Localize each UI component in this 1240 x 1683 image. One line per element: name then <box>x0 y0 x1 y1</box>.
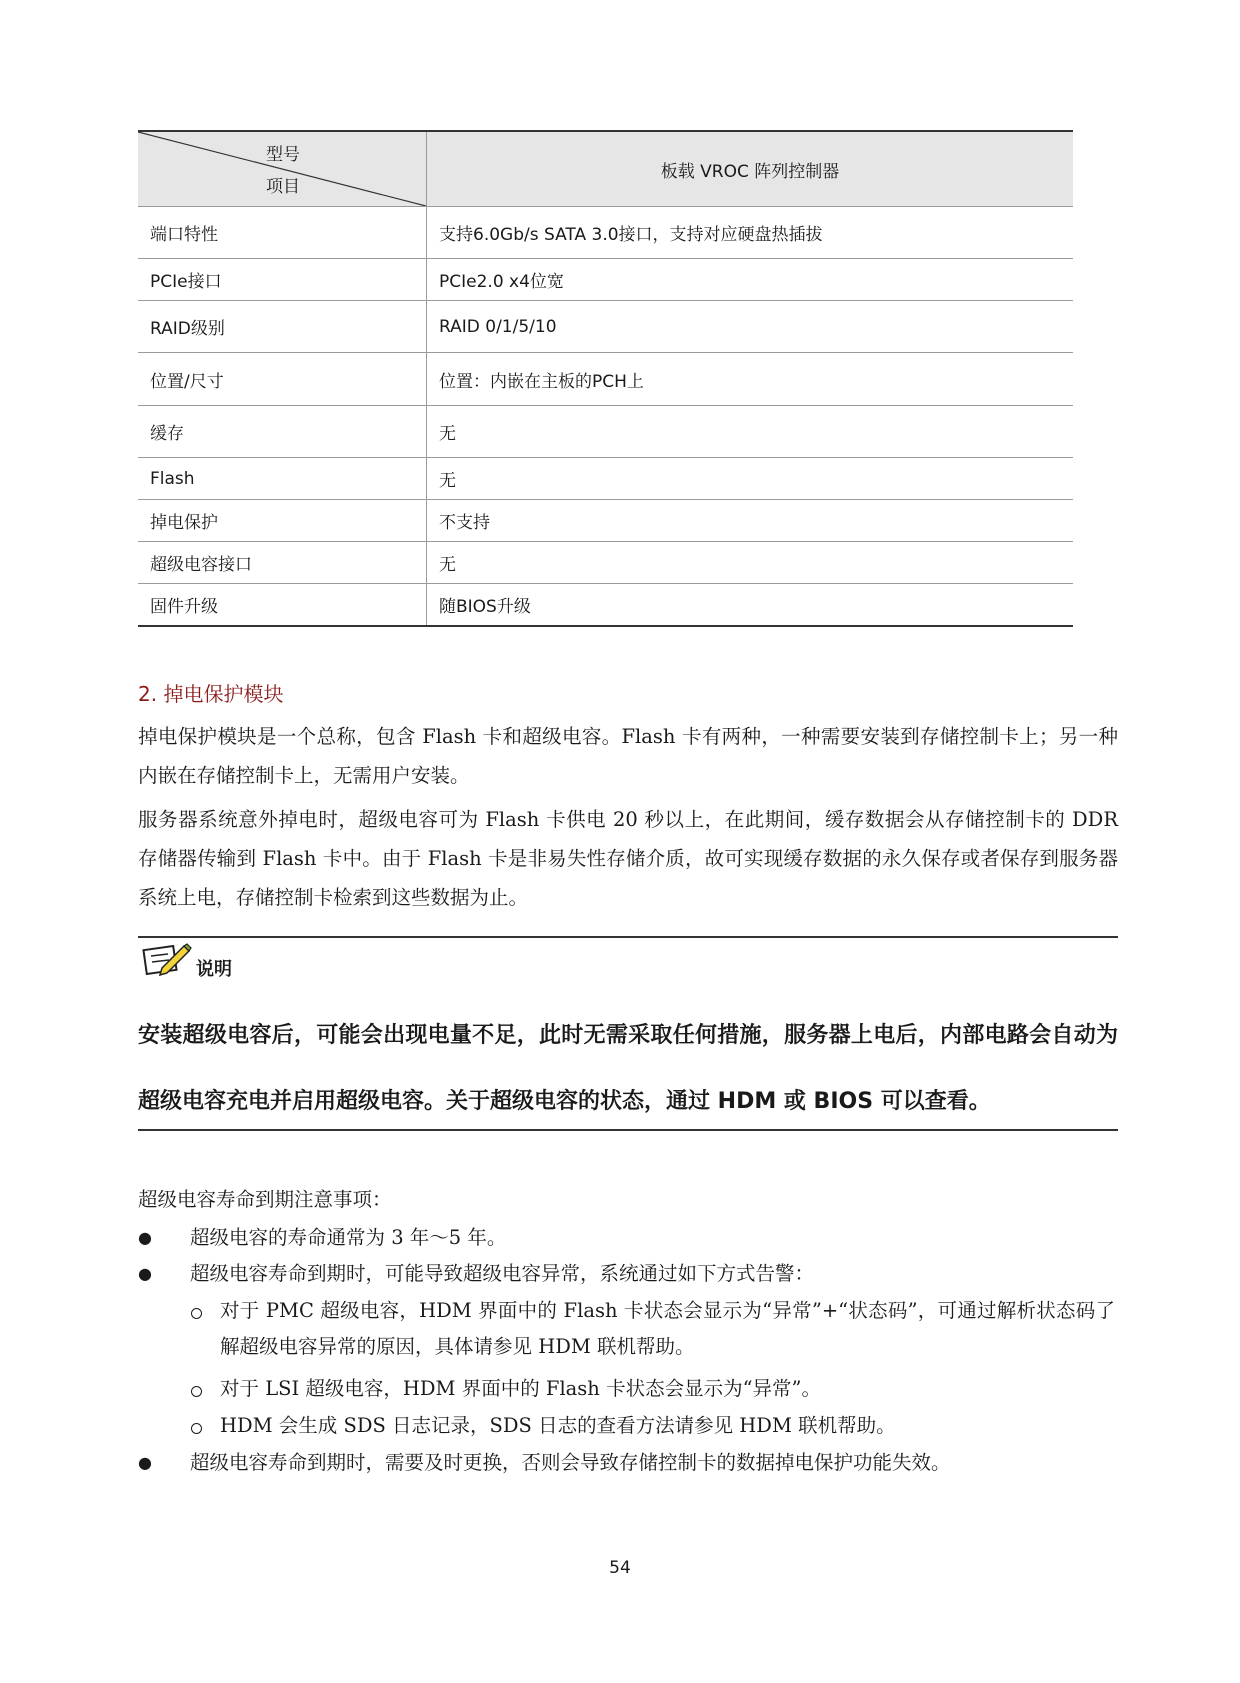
row-value: PCIe2.0 x4位宽 <box>427 259 1074 301</box>
row-value: 无 <box>427 542 1074 584</box>
note-text: 安装超级电容后，可能会出现电量不足，此时无需采取任何措施，服务器上电后，内部电路会自动为超级电容充电并启用超级电容。关于超级电容的状态，通过 HDM 或 BIOS 可以查看。 <box>138 1023 1118 1114</box>
page-number: 54 <box>609 1558 631 1578</box>
paragraph-power-loss: 服务器系统意外掉电时，超级电容可为 Flash 卡供电 20 秒以上，在此期间，缓存数据会从存储控制卡的 DDR 存储器传输到 Flash 卡中。由于 Flash 卡是非易失性存储介质，故可实现缓存数据的永久保存或者保存到服务器系统上电，存储控制卡检索到这些数据为止。 <box>138 808 1118 909</box>
row-item: 掉电保护 <box>138 500 427 542</box>
spec-table <box>138 130 1073 627</box>
table-row <box>138 542 1073 584</box>
bullet-icon: ● <box>138 1264 152 1283</box>
diagonal-header-cell <box>138 131 427 207</box>
table-row <box>138 500 1073 542</box>
table-row <box>138 259 1073 301</box>
sub-list-item: 对于 PMC 超级电容，HDM 界面中的 Flash 卡状态会显示为“异常”+“状态码”，可通过解析状态码了解超级电容异常的原因，具体请参见 HDM 联机帮助。 <box>220 1299 1115 1358</box>
table-row <box>138 207 1073 259</box>
note-bottom-rule <box>138 1129 1118 1131</box>
row-item: 固件升级 <box>138 584 427 626</box>
table-row <box>138 406 1073 458</box>
header-model-label: 型号 <box>266 145 300 165</box>
bullet-icon: ● <box>138 1228 152 1247</box>
list-item: 超级电容的寿命通常为 3 年～5 年。 <box>190 1226 507 1249</box>
row-value: 随BIOS升级 <box>427 584 1074 626</box>
table-row <box>138 584 1073 626</box>
row-item: RAID级别 <box>138 301 427 353</box>
table-row <box>138 458 1073 500</box>
sub-bullet-icon <box>191 1308 202 1319</box>
table-header-row <box>138 131 1073 207</box>
list-item: 超级电容寿命到期时，需要及时更换，否则会导致存储控制卡的数据掉电保护功能失效。 <box>190 1451 951 1474</box>
row-value: 无 <box>427 458 1074 500</box>
row-value: 不支持 <box>427 500 1074 542</box>
table-row <box>138 353 1073 406</box>
row-value: RAID 0/1/5/10 <box>427 301 1074 353</box>
sub-list-item: 对于 LSI 超级电容，HDM 界面中的 Flash 卡状态会显示为“异常”。 <box>220 1377 822 1400</box>
row-value: 位置：内嵌在主板的PCH上 <box>427 353 1074 406</box>
table-row <box>138 301 1073 353</box>
note-top-rule <box>138 936 1118 938</box>
row-item: 端口特性 <box>138 207 427 259</box>
row-item: 位置/尺寸 <box>138 353 427 406</box>
header-model-name: 板载 VROC 阵列控制器 <box>427 131 1074 207</box>
row-item: PCIe接口 <box>138 259 427 301</box>
row-item: 超级电容接口 <box>138 542 427 584</box>
note-label: 说明 <box>196 959 232 980</box>
header-item-label: 项目 <box>266 177 300 197</box>
sub-bullet-icon <box>191 1423 202 1434</box>
list-item: 超级电容寿命到期时，可能导致超级电容异常，系统通过如下方式告警： <box>190 1262 815 1285</box>
row-value: 支持6.0Gb/s SATA 3.0接口，支持对应硬盘热插拔 <box>427 207 1074 259</box>
row-value: 无 <box>427 406 1074 458</box>
row-item: Flash <box>138 458 427 500</box>
sub-list-item: HDM 会生成 SDS 日志记录，SDS 日志的查看方法请参见 HDM 联机帮助。 <box>220 1414 896 1437</box>
note-pencil-icon <box>142 942 192 982</box>
sub-bullet-icon <box>191 1386 202 1397</box>
paragraph-intro: 掉电保护模块是一个总称，包含 Flash 卡和超级电容。Flash 卡有两种，一种需要安装到存储控制卡上；另一种内嵌在存储控制卡上，无需用户安装。 <box>138 725 1118 787</box>
section-title: 2. 掉电保护模块 <box>138 682 284 706</box>
bullet-icon: ● <box>138 1453 152 1472</box>
lifetime-lead: 超级电容寿命到期注意事项： <box>138 1188 392 1211</box>
row-item: 缓存 <box>138 406 427 458</box>
